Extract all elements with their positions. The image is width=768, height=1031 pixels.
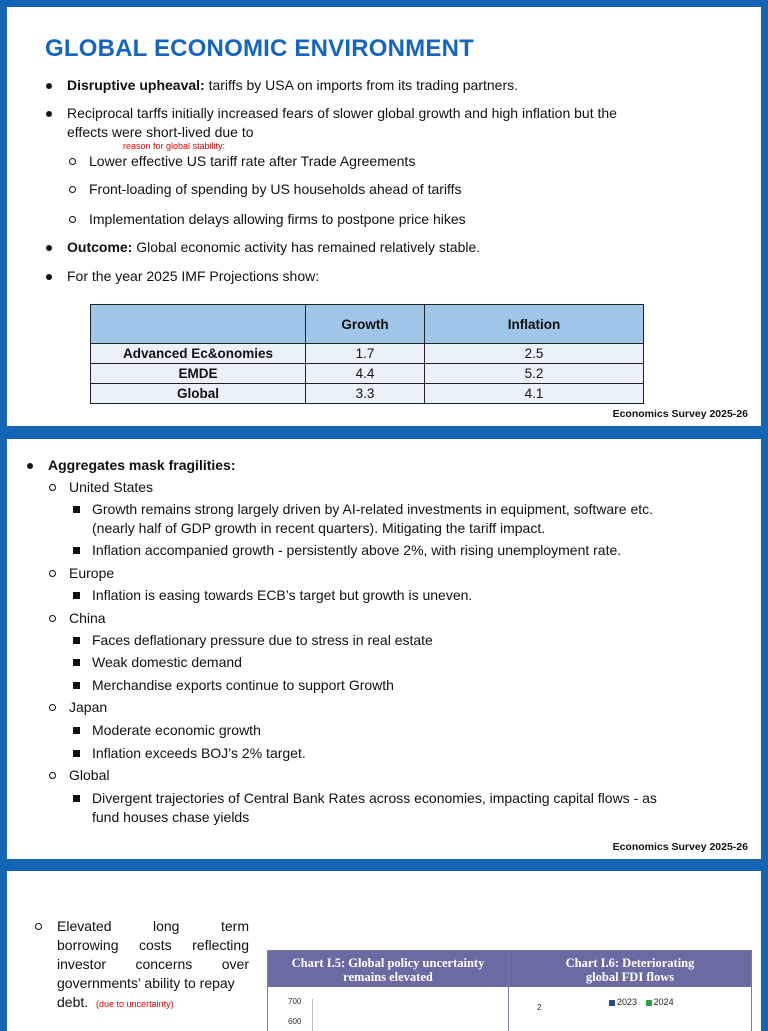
table-header-cell (91, 305, 306, 344)
sub-bullet-circle (69, 186, 76, 193)
legend-swatch-2024 (646, 1000, 652, 1006)
chart-title: Chart I.5: Global policy uncertainty remains elevated (268, 951, 508, 987)
sub-bullet-circle (69, 158, 76, 165)
sub-bullet-circle (69, 216, 76, 223)
sub-bullet-circle (49, 772, 56, 779)
bullet-dot (46, 245, 52, 251)
chart-title: Chart I.6: Deteriorating global FDI flows (509, 951, 751, 987)
bullet-dot (27, 463, 33, 469)
table-cell: 4.1 (425, 384, 644, 404)
square-bullet (73, 682, 80, 689)
section-heading: Aggregates mask fragilities: (48, 457, 236, 473)
slide-borrowing-costs (7, 871, 761, 1031)
table-header-row (91, 305, 644, 344)
bullet-dot (46, 111, 52, 117)
y-axis-line (312, 999, 313, 1031)
bullet-imf-projections: For the year 2025 IMF Projections show: (67, 268, 320, 284)
sub-bullet-circle (49, 615, 56, 622)
table-cell: 3.3 (306, 384, 425, 404)
square-bullet (73, 727, 80, 734)
y-tick-label: 700 (288, 997, 302, 1006)
sub-bullet-circle (49, 484, 56, 491)
slide-title: GLOBAL ECONOMIC ENVIRONMENT (45, 35, 474, 62)
table-header-cell: Inflation (425, 305, 644, 344)
square-bullet (73, 637, 80, 644)
square-bullet (73, 506, 80, 513)
bullet-outcome: Outcome: Global economic activity has remained relatively stable. (67, 239, 481, 255)
chart-policy-uncertainty (267, 950, 509, 1031)
chart-fdi-flows (508, 950, 752, 1031)
sub-bullet-implementation-delays: Implementation delays allowing firms to postpone price hikes (89, 211, 466, 227)
china-point-exports: Merchandise exports continue to support Growth (92, 677, 394, 693)
japan-point-growth: Moderate economic growth (92, 722, 261, 738)
region-united-states: United States (69, 479, 154, 495)
table-cell: 4.4 (306, 364, 425, 384)
region-global: Global (69, 767, 110, 783)
square-bullet (73, 659, 80, 666)
table-header-cell: Growth (306, 305, 425, 344)
imf-projection-table (90, 304, 644, 404)
sub-bullet-tariff-rate: Lower effective US tariff rate after Trade Agreements (89, 153, 416, 169)
chart-legend: 2023 2024 (609, 997, 674, 1007)
borrowing-costs-text: Elevated long term borrowing costs reflecting investor concerns over governments’ ability to repay debt. (due to uncertainty) (57, 918, 249, 1010)
sub-bullet-front-loading: Front-loading of spending by US households ahead of tariffs (89, 181, 462, 197)
table-row-label: EMDE (91, 364, 306, 384)
square-bullet (73, 592, 80, 599)
sub-bullet-circle (49, 570, 56, 577)
us-point-growth: Growth remains strong largely driven by AI-related investments in equipment, software etc. (nearly half of GDP growth in recent quarters). Mitigating the tariff impact. (92, 501, 654, 536)
table-row (91, 364, 644, 384)
slide-global-economic-environment (7, 7, 761, 426)
bullet-dot (46, 83, 52, 89)
y-tick-label: 2 (537, 1003, 542, 1012)
global-point-central-banks: Divergent trajectories of Central Bank Rates across economies, impacting capital flows - as fund houses chase yields (92, 790, 657, 825)
square-bullet (73, 795, 80, 802)
region-china: China (69, 610, 106, 626)
table-row-label: Advanced Ec&onomies (91, 344, 306, 364)
us-point-inflation: Inflation accompanied growth - persistently above 2%, with rising unemployment rate. (92, 542, 622, 558)
table-row (91, 344, 644, 364)
table-cell: 1.7 (306, 344, 425, 364)
bullet-dot (46, 274, 52, 280)
china-point-deflation: Faces deflationary pressure due to stress in real estate (92, 632, 433, 648)
table-row-label: Global (91, 384, 306, 404)
region-europe: Europe (69, 565, 115, 581)
square-bullet (73, 750, 80, 757)
bullet-reciprocal-tariffs: Reciprocal tarffs initially increased fears of slower global growth and high inflation but the effects were short-lived due to (67, 105, 617, 140)
japan-point-inflation: Inflation exceeds BOJ’s 2% target. (92, 745, 306, 761)
table-cell: 2.5 (425, 344, 644, 364)
sub-bullet-circle (49, 704, 56, 711)
region-japan: Japan (69, 699, 108, 715)
table-cell: 5.2 (425, 364, 644, 384)
annotation-reason: reason for global stability: (123, 141, 226, 151)
sub-bullet-circle (35, 923, 42, 930)
y-tick-label: 600 (288, 1017, 302, 1026)
bullet-disruptive-upheaval: Disruptive upheaval: tariffs by USA on imports from its trading partners. (67, 77, 519, 93)
table-row (91, 384, 644, 404)
square-bullet (73, 547, 80, 554)
slide-footer: Economics Survey 2025-26 (612, 841, 748, 853)
legend-swatch-2023 (609, 1000, 615, 1006)
annotation-uncertainty: (due to uncertainty) (96, 999, 174, 1009)
slide-footer: Economics Survey 2025-26 (612, 408, 748, 420)
slide-aggregates-mask-fragilities (7, 439, 761, 859)
china-point-demand: Weak domestic demand (92, 654, 242, 670)
europe-point-inflation: Inflation is easing towards ECB’s target but growth is uneven. (92, 587, 473, 603)
